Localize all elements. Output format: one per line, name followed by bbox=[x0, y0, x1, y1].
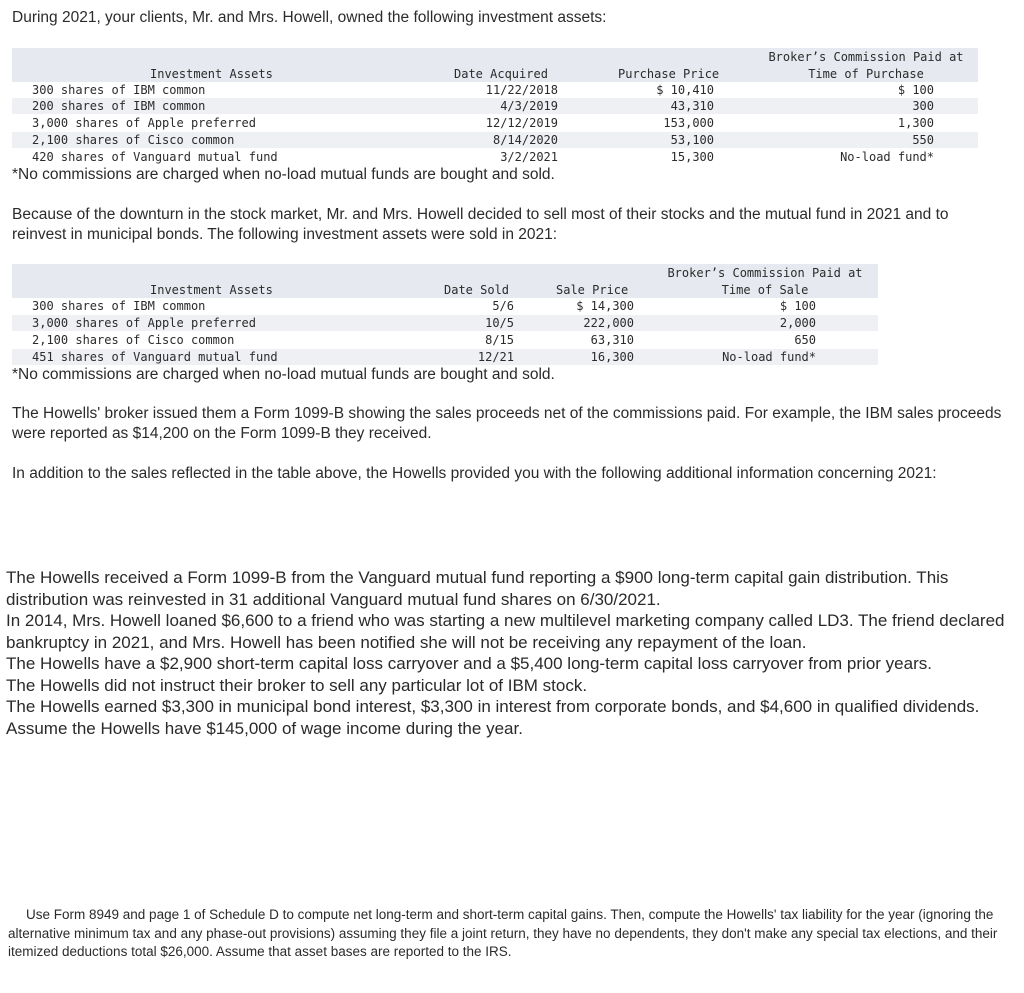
fact-item: The Howells earned $3,300 in municipal bond interest, $3,300 in interest from corporate bonds, and $4,600 in qualified dividends. bbox=[6, 697, 980, 716]
asset-name: 451 shares of Vanguard mutual fund bbox=[32, 350, 278, 364]
broker-paragraph: The Howells' broker issued them a Form 1099-B showing the sales proceeds net of the commissions paid. For example, the IBM sales proceeds were reported as $14,200 on the Form 1099-B they received. bbox=[12, 405, 1002, 442]
commission: 300 bbox=[912, 99, 934, 113]
date-acquired: 12/12/2019 bbox=[485, 116, 558, 130]
table-row bbox=[12, 149, 978, 165]
sales-table bbox=[12, 264, 878, 366]
table-row bbox=[12, 98, 978, 114]
commission: No-load fund* bbox=[722, 350, 816, 364]
commission: 550 bbox=[912, 133, 934, 147]
fact-item: Assume the Howells have $145,000 of wage income during the year. bbox=[6, 718, 523, 738]
asset-name: 200 shares of IBM common bbox=[32, 99, 206, 113]
asset-name: 2,100 shares of Cisco common bbox=[32, 133, 235, 147]
asset-name: 300 shares of IBM common bbox=[32, 83, 206, 97]
header-commission-line2: Time of Purchase bbox=[808, 67, 924, 81]
header-purchase-price: Purchase Price bbox=[618, 67, 720, 81]
header-commission-line2: Time of Sale bbox=[721, 283, 809, 297]
header-commission-line1: Broker’s Commission Paid at bbox=[667, 266, 863, 280]
table-row bbox=[12, 349, 878, 365]
intro-text: During 2021, your clients, Mr. and Mrs. Howell, owned the following investment assets: bbox=[12, 9, 607, 26]
sales-paragraph: Because of the downturn in the stock market, Mr. and Mrs. Howell decided to sell most of their stocks and the mutual fund in 2021 and to reinvest in municipal bonds. The following investment assets were sold in 2021: bbox=[12, 206, 949, 243]
date-acquired: 8/14/2020 bbox=[492, 133, 558, 147]
fact-item: The Howells received a Form 1099-B from the Vanguard mutual fund reporting a $900 long-term capital gain distribution. This distribution was reinvested in 31 additional Vanguard mutual fund shares on 6/30/2021. bbox=[6, 568, 949, 609]
table-row bbox=[12, 82, 978, 98]
commission: $ 100 bbox=[779, 299, 816, 313]
purchase-price: 15,300 bbox=[670, 150, 714, 164]
commission: $ 100 bbox=[897, 83, 934, 97]
header-investment-assets: Investment Assets bbox=[150, 283, 273, 297]
date-acquired: 3/2/2021 bbox=[500, 150, 558, 164]
table-row bbox=[12, 298, 878, 314]
header-investment-assets: Investment Assets bbox=[150, 67, 273, 81]
asset-name: 3,000 shares of Apple preferred bbox=[32, 316, 256, 330]
header-commission-line1: Broker’s Commission Paid at bbox=[768, 50, 964, 64]
purchase-table bbox=[12, 48, 978, 166]
asset-name: 300 shares of IBM common bbox=[32, 299, 206, 313]
additional-facts bbox=[6, 567, 1006, 739]
commission: 2,000 bbox=[779, 316, 816, 330]
table-row bbox=[12, 332, 878, 348]
table-row bbox=[12, 115, 978, 131]
purchase-price: 53,100 bbox=[670, 133, 714, 147]
date-sold: 5/6 bbox=[492, 299, 514, 313]
sale-price: 63,310 bbox=[590, 333, 634, 347]
fact-item: The Howells did not instruct their broker to sell any particular lot of IBM stock. bbox=[6, 675, 588, 695]
header-sale-price: Sale Price bbox=[556, 283, 629, 297]
fact-item: The Howells have a $2,900 short-term capital loss carryover and a $5,400 long-term capital loss carryover from prior years. bbox=[6, 654, 932, 673]
date-acquired: 4/3/2019 bbox=[500, 99, 558, 113]
date-sold: 10/5 bbox=[485, 316, 514, 330]
commission: 1,300 bbox=[897, 116, 934, 130]
fact-item: In 2014, Mrs. Howell loaned $6,600 to a friend who was starting a new multilevel marketing company called LD3. The friend declared bankruptcy in 2021, and Mrs. Howell has been notified she will not be receiving any repayment of the loan. bbox=[6, 611, 1005, 652]
table1-footnote: *No commissions are charged when no-load mutual funds are bought and sold. bbox=[12, 166, 555, 183]
purchase-price: 153,000 bbox=[663, 116, 714, 130]
commission: 650 bbox=[794, 333, 816, 347]
sale-price: $ 14,300 bbox=[576, 299, 634, 313]
date-acquired: 11/22/2018 bbox=[485, 83, 558, 97]
purchase-price: 43,310 bbox=[670, 99, 714, 113]
additional-info-paragraph: In addition to the sales reflected in the table above, the Howells provided you with the following additional information concerning 2021: bbox=[12, 465, 937, 482]
sale-price: 16,300 bbox=[590, 350, 634, 364]
asset-name: 2,100 shares of Cisco common bbox=[32, 333, 235, 347]
header-date-acquired: Date Acquired bbox=[454, 67, 548, 81]
sale-price: 222,000 bbox=[583, 316, 634, 330]
table-row bbox=[12, 132, 978, 148]
header-date-sold: Date Sold bbox=[444, 283, 510, 297]
instructions-text: Use Form 8949 and page 1 of Schedule D to compute net long-term and short-term capital gains. Then, compute the Howells' tax liability for the year (ignoring the alternative minimum tax and any phase-out provisions) assuming they file a joint return, they have no dependents, they don't make any special tax elections, and their itemized deductions total $26,000. Assume that asset bases are reported to the IRS. bbox=[8, 907, 998, 959]
asset-name: 3,000 shares of Apple preferred bbox=[32, 116, 256, 130]
table-row bbox=[12, 315, 878, 331]
asset-name: 420 shares of Vanguard mutual fund bbox=[32, 150, 278, 164]
commission: No-load fund* bbox=[840, 150, 934, 164]
date-sold: 8/15 bbox=[485, 333, 514, 347]
purchase-price: $ 10,410 bbox=[656, 83, 714, 97]
table2-footnote: *No commissions are charged when no-load mutual funds are bought and sold. bbox=[12, 366, 555, 383]
date-sold: 12/21 bbox=[477, 350, 514, 364]
